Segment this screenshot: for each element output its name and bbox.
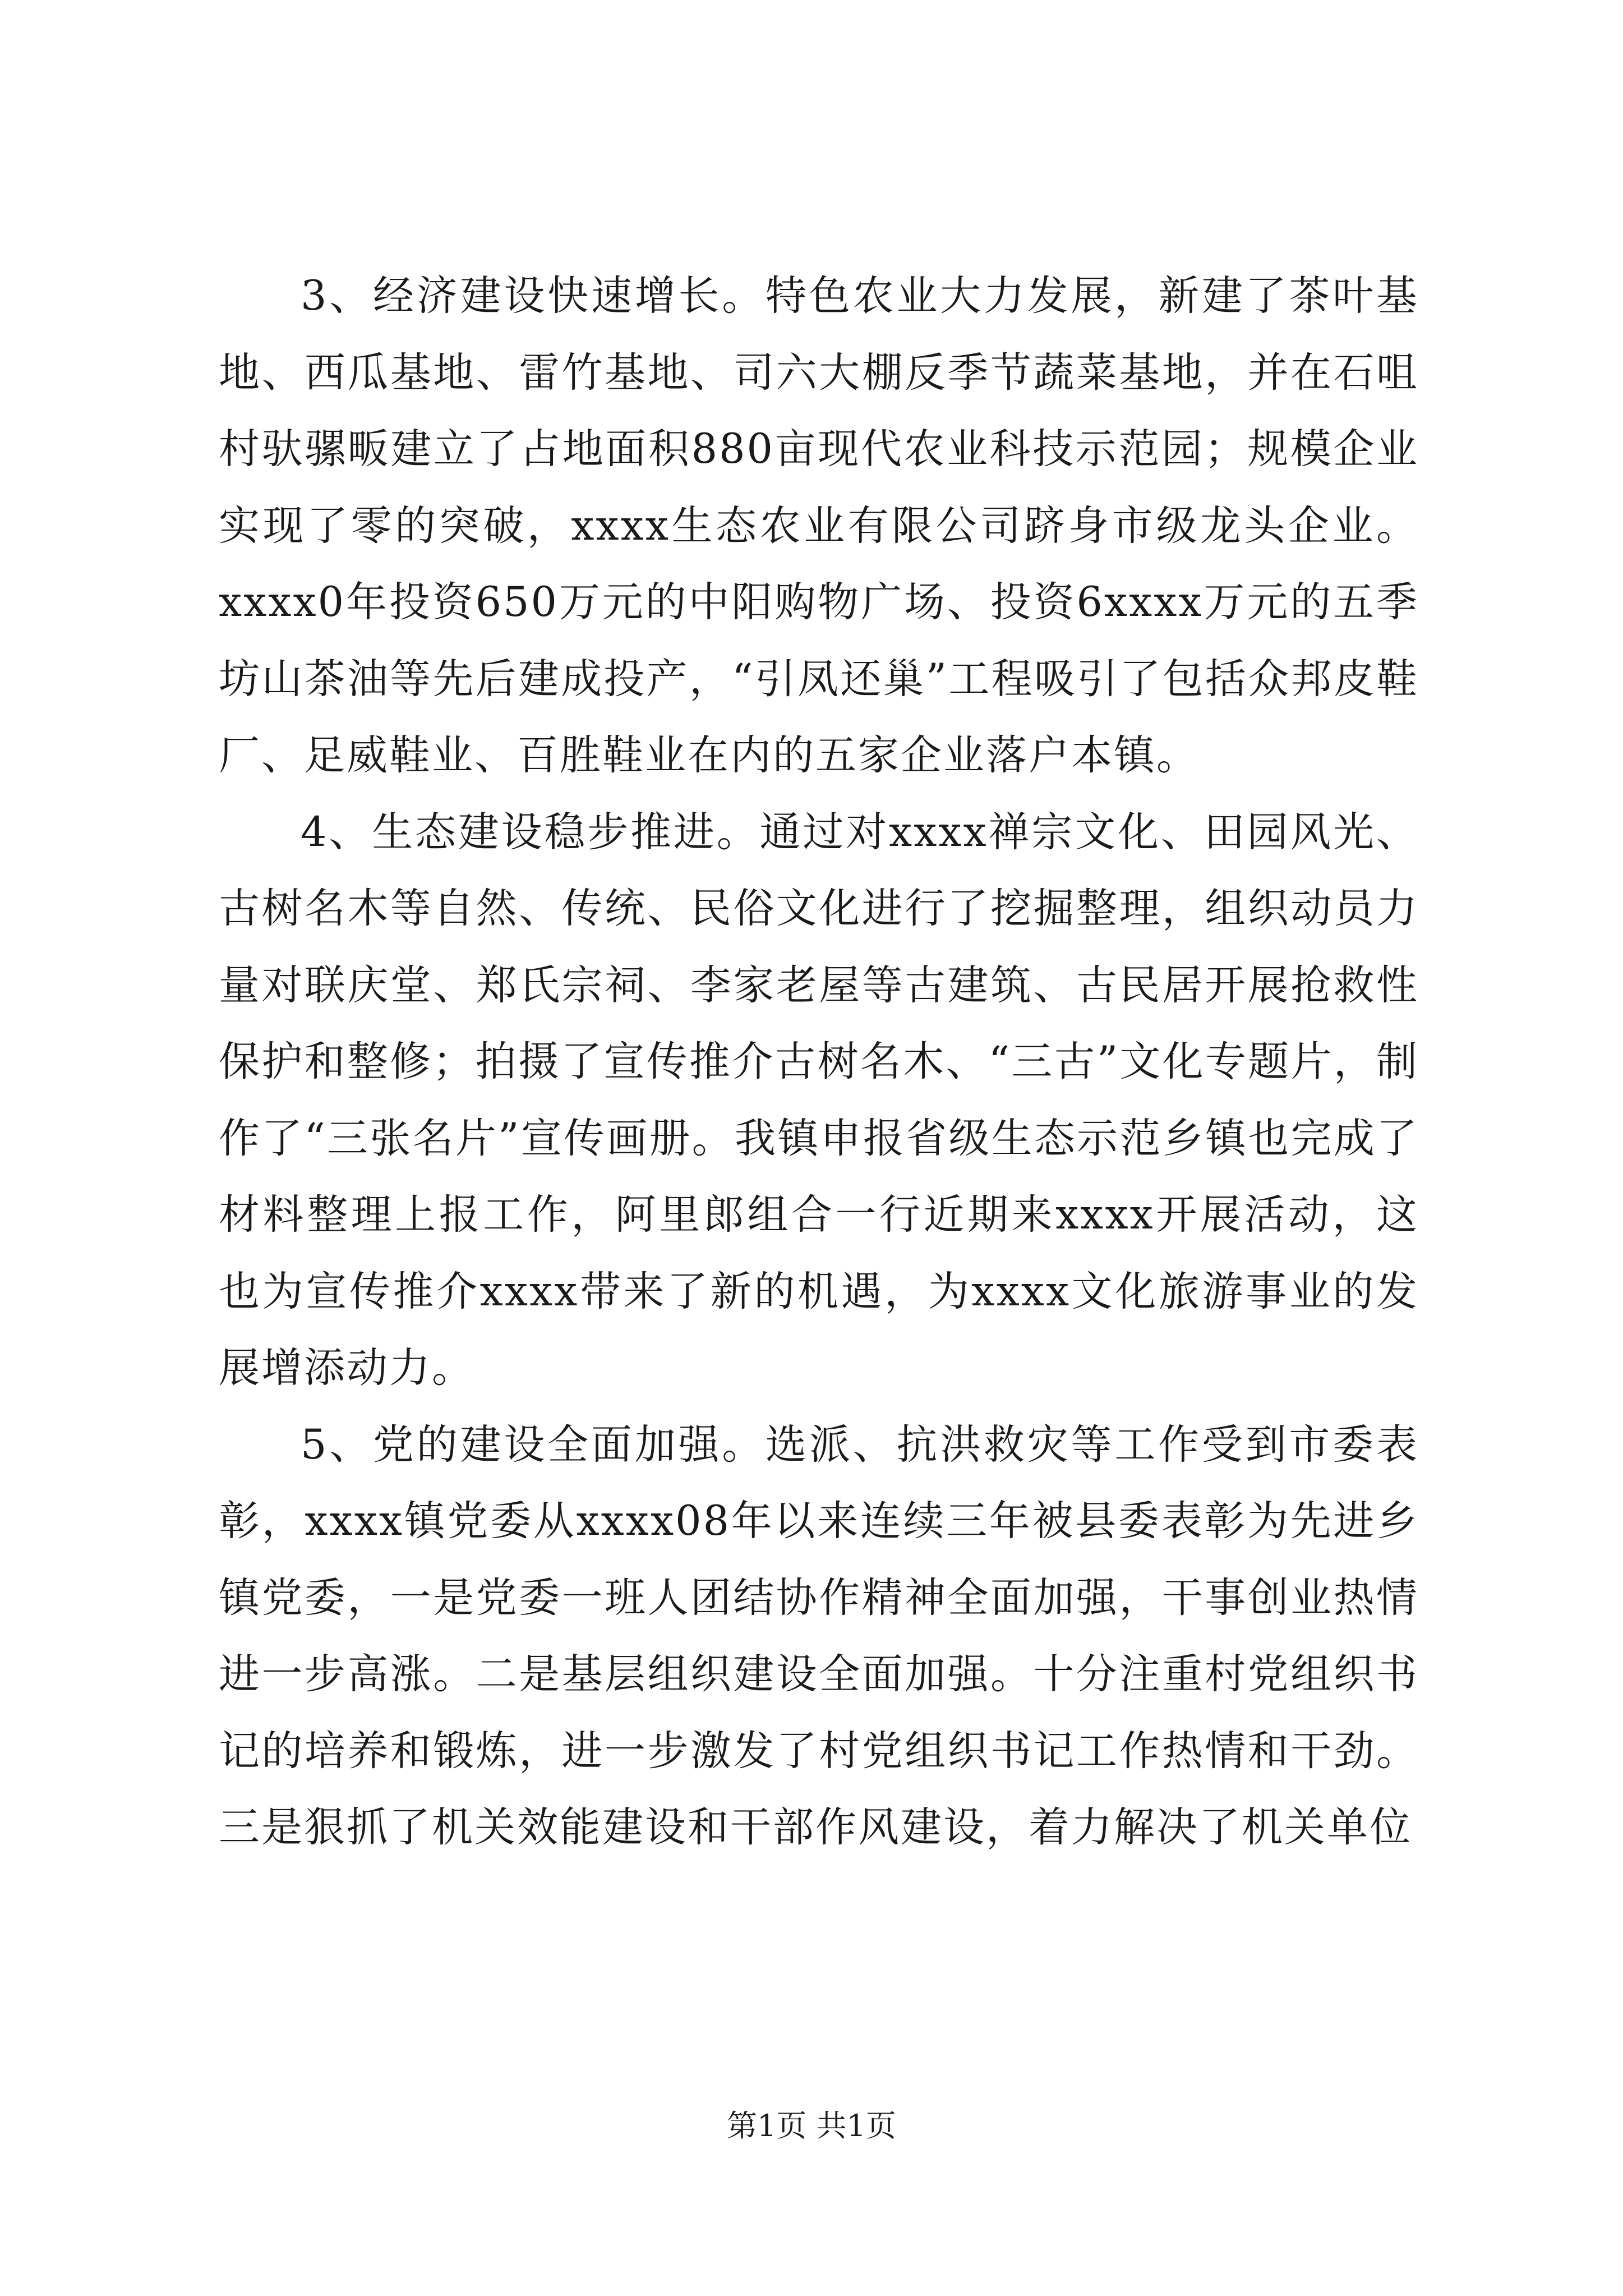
- paragraph-ecology: 4、生态建设稳步推进。通过对xxxx禅宗文化、田园风光、古树名木等自然、传统、民俗文化进行了挖掘整理，组织动员力量对联庆堂、郑氏宗祠、李家老屋等古建筑、古民居开展抢救性保护和整修；拍摄了宣传推介古树名木、“三古”文化专题片，制作了“三张名片”宣传画册。我镇申报省级生态示范乡镇也完成了材料整理上报工作，阿里郎组合一行近期来xxxx开展活动，这也为宣传推介xxxx带来了新的机遇，为xxxx文化旅游事业的发展增添动力。: [219, 808, 1419, 1392]
- page-footer: 第1页 共1页: [727, 2108, 896, 2143]
- document-body: [219, 258, 1419, 1866]
- paragraph-party-building: 5、党的建设全面加强。选派、抗洪救灾等工作受到市委表彰，xxxx镇党委从xxxx08年以来连续三年被县委表彰为先进乡镇党委，一是党委一班人团结协作精神全面加强，干事创业热情进一步高涨。二是基层组织建设全面加强。十分注重村党组织书记的培养和锻炼，进一步激发了村党组织书记工作热情和干劲。三是狠抓了机关效能建设和干部作风建设，着力解决了机关单位: [219, 1420, 1419, 1851]
- paragraph-economy: 3、经济建设快速增长。特色农业大力发展，新建了茶叶基地、西瓜基地、雷竹基地、司六大棚反季节蔬菜基地，并在石咀村驮骡畈建立了占地面积880亩现代农业科技示范园；规模企业实现了零的突破，xxxx生态农业有限公司跻身市级龙头企业。xxxx0年投资650万元的中阳购物广场、投资6xxxx万元的五季坊山茶油等先后建成投产，“引凤还巢”工程吸引了包括众邦皮鞋厂、足威鞋业、百胜鞋业在内的五家企业落户本镇。: [219, 272, 1419, 779]
